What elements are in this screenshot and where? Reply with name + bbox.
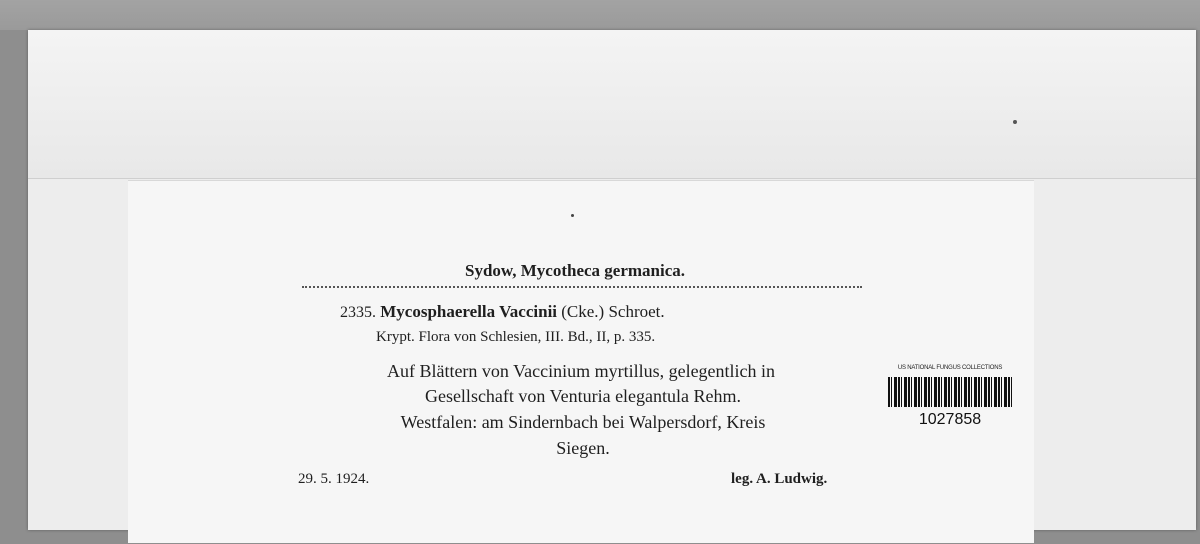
title-divider	[302, 286, 862, 288]
barcode-bars	[888, 377, 1012, 407]
species-line	[340, 302, 665, 322]
speck	[571, 214, 574, 217]
barcode-caption: US NATIONAL FUNGUS COLLECTIONS	[897, 365, 1003, 371]
description-line: Auf Blättern von Vaccinium myrtillus, gelegentlich in	[386, 361, 776, 381]
barcode-number: 1027858	[918, 411, 982, 428]
exsiccata-number: 2335.	[340, 304, 376, 321]
collection-date: 29. 5. 1924.	[298, 471, 370, 487]
species-name: Mycosphaerella Vaccinii	[380, 302, 558, 321]
description-line: Gesellschaft von Venturia elegantula Rehm.	[424, 386, 742, 406]
literature-reference: Krypt. Flora von Schlesien, III. Bd., II, p. 335.	[376, 329, 656, 345]
collector: leg. A. Ludwig.	[731, 471, 828, 487]
speck	[1013, 120, 1017, 124]
description-line: Westfalen: am Sindernbach bei Walpersdorf, Kreis	[400, 412, 766, 432]
barcode-label	[880, 365, 1020, 439]
envelope-flap	[28, 30, 1196, 179]
species-authority: (Cke.) Schroet.	[561, 302, 665, 321]
specimen-envelope	[28, 30, 1196, 530]
series-title: Sydow, Mycotheca germanica.	[465, 261, 686, 280]
description-line: Siegen.	[556, 438, 610, 458]
specimen-label	[128, 180, 1034, 543]
background-top	[0, 0, 1200, 30]
